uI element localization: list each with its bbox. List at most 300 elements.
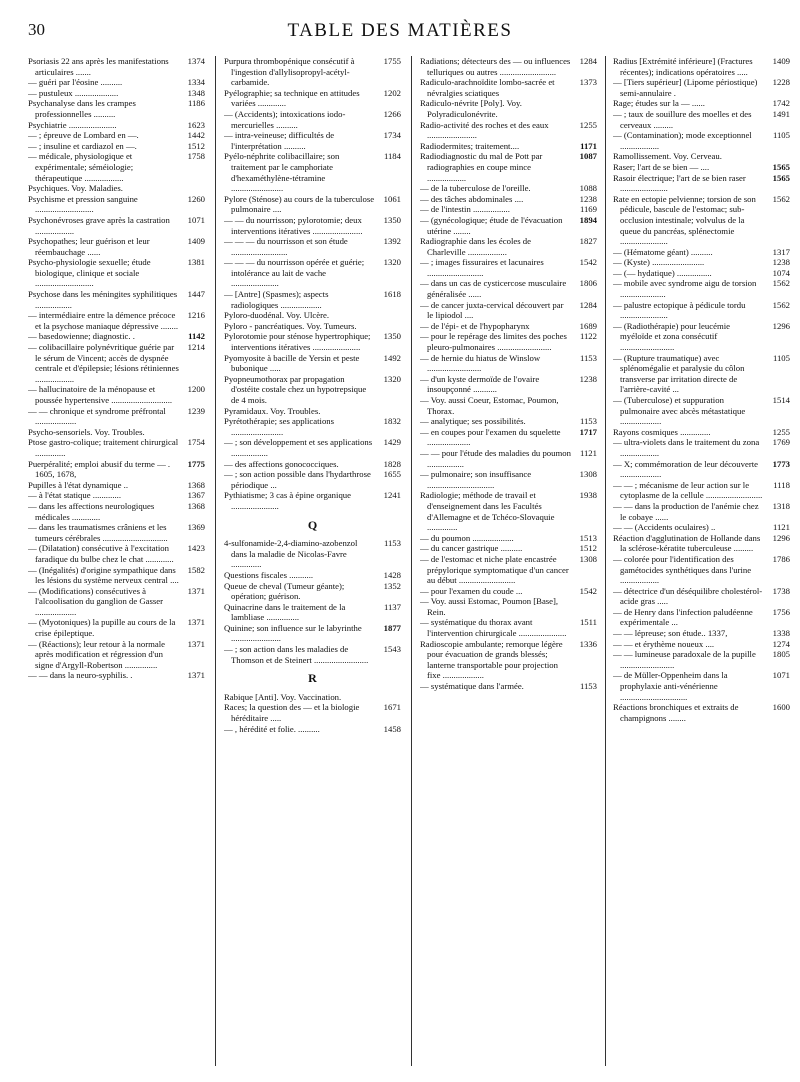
entry-page-number: 1458 (383, 723, 401, 734)
entry-text: Radius [Extrémité inférieure] (Fractures récentes); indications opératoires ..... (613, 56, 753, 77)
entry-page-number: 1338 (772, 628, 790, 639)
index-entry (224, 692, 401, 703)
entry-text: — des affections gonococciques. (224, 458, 339, 469)
index-entry (224, 416, 401, 437)
entry-text: — du cancer gastrique .......... (420, 543, 523, 554)
entry-text: — ; son développement et ses applications ................. (224, 437, 373, 458)
entry-page-number: 1542 (579, 257, 597, 268)
entry-text: — — dans la production de l'anémie chez le cobaye ...... (613, 500, 759, 522)
index-entry (613, 257, 790, 268)
index-entry (28, 141, 205, 152)
index-entry (28, 342, 205, 384)
entry-page-number: 1071 (772, 670, 790, 681)
entry-text: Pylorotomie pour sténose hypertrophique; interventions itératives ...................... (224, 331, 371, 353)
index-entry (420, 120, 597, 141)
index-entry (224, 321, 401, 332)
entry-text: — [Antre] (Spasmes); aspects radiologiques ................... (224, 289, 329, 310)
section-letter: R (308, 671, 317, 686)
entry-page-number: 1514 (772, 395, 790, 405)
index-column-4 (613, 56, 790, 1066)
index-entry (224, 374, 401, 406)
entry-page-number: 1122 (579, 331, 597, 342)
entry-text: Pyélographie; sa technique en attitudes variées ............. (224, 87, 360, 109)
entry-text: — guéri par l'éosine .......... (28, 77, 123, 88)
entry-page-number: 1428 (383, 569, 401, 580)
entry-page-number: 1827 (579, 236, 597, 247)
entry-text: Pyrétothérapie; ses applications ........................ (224, 416, 335, 437)
entry-page-number: 1186 (187, 98, 205, 109)
entry-text: — (Modifications) consécutives à l'alcoolisation du ganglion de Gasser ................... (28, 585, 163, 617)
entry-text: — de l'épi- et de l'hypopharynx (420, 320, 530, 331)
entry-text: — du poumon ................... (420, 532, 514, 543)
entry-page-number: 1565 (772, 172, 790, 183)
index-entry (224, 406, 401, 417)
entry-page-number: 1565 (772, 161, 790, 172)
entry-text: — — lépreuse; son étude.. 1337, (613, 628, 728, 639)
index-entry (28, 56, 205, 77)
index-entry (28, 543, 205, 564)
entry-text: — de la tuberculose de l'oreille. (420, 183, 531, 194)
entry-page-number: 1582 (187, 564, 205, 575)
entry-page-number: 1894 (579, 214, 597, 225)
entry-page-number: 1274 (772, 638, 790, 649)
entry-page-number: 1171 (580, 140, 597, 151)
entry-text: Quinacrine dans le traitement de la lambliase ............... (224, 601, 346, 623)
entry-text: Queue de cheval (Tumeur géante); opération; guérison. (224, 580, 345, 602)
index-entry (613, 437, 790, 458)
entry-page-number: 1308 (579, 553, 597, 564)
entry-text: — systématique dans l'armée. (420, 681, 524, 692)
entry-page-number: 1266 (383, 108, 401, 119)
entry-page-number: 1087 (579, 151, 597, 162)
entry-text: — (Rupture traumatique) avec splénomégalie et paralysie du côlon transverse par irritation directe de l'arrière-cavité ... (613, 352, 745, 395)
index-entry (28, 215, 205, 236)
entry-page-number: 1742 (772, 98, 790, 109)
entry-page-number: 1492 (383, 352, 401, 363)
index-entry (28, 151, 205, 183)
index-entry (224, 56, 401, 88)
entry-text: Réaction d'agglutination de Hollande dans la sclérose-kératite tuberculeuse ......... (613, 532, 761, 554)
entry-page-number: 1296 (772, 320, 790, 331)
entry-page-number: 1409 (187, 236, 205, 247)
entry-page-number: 1255 (579, 119, 597, 130)
entry-page-number: 1877 (383, 622, 401, 633)
entry-text: Psoriasis 22 ans après les manifestations articulaires ....... (28, 56, 169, 77)
index-entry (224, 310, 401, 321)
index-entry (224, 257, 401, 289)
entry-page-number: 1512 (579, 543, 597, 554)
entry-text: Radiculo-arachnoïdite lombo-sacrée et névralgies sciatiques (420, 77, 555, 98)
index-entry (28, 289, 205, 310)
entry-page-number: 1296 (772, 532, 790, 543)
entry-text: — basedowienne; diagnostic. . (28, 331, 135, 342)
index-entry (224, 215, 401, 236)
entry-text: Psychiatrie ...................... (28, 119, 117, 130)
entry-text: Psychiques. Voy. Maladies. (28, 183, 123, 194)
entry-text: — des tâches abdominales .... (420, 193, 524, 204)
entry-text: — pulmonaire; son insuffisance ............................... (420, 469, 532, 490)
entry-text: Pyélo-néphrite colibacillaire; son traitement par le camphoriate d'hexaméthylène-tétramine ........................ (224, 151, 340, 194)
index-entry (224, 469, 401, 490)
entry-text: Psycho-physiologie sexuelle; étude biologique, clinique et sociale ........................... (28, 257, 151, 289)
index-entry (224, 437, 401, 458)
entry-page-number: 1738 (772, 585, 790, 596)
entry-text: Pylore (Sténose) au cours de la tuberculose pulmonaire .... (224, 193, 375, 215)
index-entry (613, 395, 790, 427)
index-entry (28, 639, 205, 671)
index-entry (224, 724, 401, 735)
entry-text: — (Accidents); intoxications iodo-mercurielles .......... (224, 108, 346, 130)
entry-text: — de cancer juxta-cervical découvert par le lipiodol .... (420, 299, 564, 321)
entry-text: Radioscopie ambulante; remorque légère pour évacuation de grands blessés; lanterne transportable pour projection fixe ................... (420, 638, 563, 681)
entry-text: — ; taux de souillure des moelles et des cerveaux ......... (613, 108, 752, 130)
entry-page-number: 1348 (187, 87, 205, 98)
entry-page-number: 1409 (772, 56, 790, 66)
entry-text: — — du nourrisson; pylorotomie; deux interventions itératives ....................... (224, 214, 363, 236)
entry-text: — pustuleux .................... (28, 87, 119, 98)
entry-text: Pythiatisme; 3 cas à épine organique ...................... (224, 490, 351, 511)
entry-text: Radiculo-névrite [Poly]. Voy. Polyradiculonévrite. (420, 98, 522, 119)
entry-text: — d'un kyste dermoïde de l'ovaire insoupçonné ........... (420, 373, 540, 395)
entry-text: 4-sulfonamide-2,4-diamino-azobenzol dans la maladie de Nicolas-Favre .............. (224, 538, 358, 570)
entry-text: — hallucinatoire de la ménopause et poussée hypertensive ............................ (28, 384, 173, 405)
index-entry (28, 670, 205, 681)
entry-text: — de Henry dans l'infection paludéenne expérimentale ... (613, 606, 753, 628)
index-entry (420, 257, 597, 278)
index-entry (420, 331, 597, 352)
entry-text: Rasoir électrique; l'art de se bien raser ...................... (613, 172, 746, 194)
column-divider (215, 56, 216, 1066)
entry-page-number: 1618 (383, 289, 401, 300)
entry-text: — intermédiaire entre la démence précoce et la psychose maniaque dépressive ........ (28, 310, 179, 331)
entry-text: Pyopneumothorax par propagation d'ostéite costale chez un hypotrepsique de 4 mois. (224, 373, 367, 405)
entry-page-number: 1671 (383, 702, 401, 713)
entry-page-number: 1442 (187, 130, 205, 141)
index-entry (420, 448, 597, 469)
index-entry (420, 77, 597, 98)
entry-page-number: 1352 (383, 580, 401, 591)
entry-page-number: 1513 (579, 532, 597, 543)
entry-page-number: 1200 (187, 384, 205, 395)
entry-text: Ramollissement. Voy. Cerveau. (613, 151, 722, 162)
entry-page-number: 1805 (772, 649, 790, 660)
index-entry (28, 120, 205, 131)
entry-text: — dans les traumatismes crâniens et les tumeurs cérébrales .............................. (28, 522, 168, 543)
index-entry (28, 406, 205, 427)
entry-text: — systématique du thorax avant l'intervention chirurgicale ...................... (420, 617, 567, 639)
entry-page-number: 1429 (383, 437, 401, 448)
entry-text: — Voy. aussi Coeur, Estomac, Poumon, Thorax. (420, 395, 559, 416)
entry-text: — (gynécologique; étude de l'évacuation utérine ........ (420, 214, 563, 236)
index-entry (613, 300, 790, 321)
entry-text: — — chronique et syndrome préfrontal ................... (28, 405, 166, 427)
index-entry (420, 617, 597, 638)
entry-page-number: 1153 (383, 538, 401, 549)
index-entry (613, 628, 790, 639)
index-entry (420, 596, 597, 617)
index-entry (420, 194, 597, 205)
index-entry (28, 98, 205, 119)
index-entry (224, 151, 401, 193)
index-entry (613, 162, 790, 173)
index-entry (224, 459, 401, 470)
entry-text: Rabique [Anti]. Voy. Vaccination. (224, 691, 342, 702)
entry-page-number: 1137 (383, 601, 401, 612)
entry-page-number: 1169 (579, 204, 597, 215)
index-entry (420, 236, 597, 257)
entry-text: Rage; études sur la — ...... (613, 98, 705, 109)
entry-page-number: 1334 (187, 77, 205, 88)
entry-text: — colibacillaire polynévritique guérie par le sérum de Vincent; accès de dyspnée centrale et d'épilepsie; lésions rétiniennes .................. (28, 342, 179, 384)
index-entry (420, 416, 597, 427)
entry-text: Races; la question des — et la biologie héréditaire ..... (224, 702, 360, 724)
entry-text: — (— hydatique) ................ (613, 267, 712, 278)
entry-page-number: 1239 (187, 405, 205, 416)
index-entry (613, 130, 790, 151)
entry-page-number: 1350 (383, 214, 401, 225)
entry-page-number: 1241 (383, 490, 401, 501)
index-entry (420, 681, 597, 692)
section-letter: Q (307, 517, 318, 532)
entry-text: Quinine; son influence sur le labyrinthe ....................... (224, 622, 362, 644)
entry-text: — (Myotoniques) la pupille au cours de la crise épileptique. (28, 617, 176, 639)
entry-text: Pyloro-duodénal. Voy. Ulcère. (224, 310, 330, 321)
entry-text: Psychonévroses grave après la castration .................. (28, 214, 170, 236)
index-entry (420, 490, 597, 532)
entry-text: — colorée pour l'identification des gamétocides synthétiques dans l'urine .................. (613, 553, 752, 586)
entry-page-number: 1369 (187, 522, 205, 533)
entry-text: — de l'estomac et niche plate encastrée prépylorique symptomatique d'un cancer au début .......................... (420, 553, 569, 586)
page-title: TABLE DES MATIÈRES (287, 20, 513, 41)
index-entry (224, 236, 401, 257)
column-divider (605, 56, 606, 1066)
entry-page-number: 1373 (579, 77, 597, 88)
entry-page-number: 1368 (187, 500, 205, 511)
entry-text: — (Kyste) ........................ (613, 257, 705, 268)
index-entry (420, 151, 597, 183)
index-entry (224, 702, 401, 723)
entry-page-number: 1381 (187, 257, 205, 268)
entry-page-number: 1367 (187, 490, 205, 501)
entry-page-number: 1623 (187, 119, 205, 130)
entry-page-number: 1071 (187, 214, 205, 225)
index-entry (224, 623, 401, 644)
entry-text: — — pour l'étude des maladies du poumon ................. (420, 447, 571, 469)
entry-page-number: 1153 (579, 352, 597, 363)
entry-text: — ; insuline et cardiazol en —. (28, 140, 137, 151)
entry-page-number: 1938 (579, 490, 597, 501)
index-entry (28, 331, 205, 342)
index-column-1 (28, 56, 205, 1066)
index-entry (420, 374, 597, 395)
index-entry (420, 533, 597, 544)
index-entry (224, 570, 401, 581)
index-entry (613, 427, 790, 438)
entry-page-number: 1153 (579, 681, 597, 692)
index-entry (420, 469, 597, 490)
entry-text: Réactions bronchiques et extraits de champignons ........ (613, 702, 739, 723)
index-entry (420, 183, 597, 194)
entry-text: Psychopathes; leur guérison et leur réembauchage ...... (28, 236, 150, 257)
index-entry (28, 459, 205, 480)
entry-page-number: 1284 (579, 299, 597, 310)
entry-page-number: 1238 (772, 257, 790, 268)
entry-text: Raser; l'art de se bien — .... (613, 161, 710, 172)
index-entry (613, 670, 790, 702)
entry-text: — X; commémoration de leur découverte ................... (613, 458, 758, 480)
index-entry (224, 331, 401, 352)
entry-page-number: 1773 (772, 458, 790, 469)
entry-text: Rate en ectopie pelvienne; torsion de son pédicule, bascule de l'estomac; sub-occlusion intestinale; volvulus de la queue du pancréas, splénectomie ...................... (613, 193, 756, 247)
entry-text: — pour le repérage des limites des poches pleuro-pulmonaires ......................... (420, 331, 567, 353)
entry-page-number: 1756 (772, 606, 790, 617)
index-entry (224, 109, 401, 130)
entry-text: — — et érythème noueux .... (613, 638, 715, 649)
entry-page-number: 1061 (383, 193, 401, 204)
entry-page-number: 1371 (187, 638, 205, 649)
entry-text: — pour l'examen du coude ... (420, 585, 523, 596)
index-entry (224, 289, 401, 310)
index-entry (224, 194, 401, 215)
entry-page-number: 1775 (187, 458, 205, 469)
entry-text: — de Müller-Oppenheim dans la prophylaxie anti-vénérienne ............................... (613, 670, 728, 702)
entry-text: Ptose gastro-colique; traitement chirurgical .............. (28, 437, 179, 458)
index-entry (613, 480, 790, 501)
index-entry (224, 490, 401, 511)
entry-page-number: 1320 (383, 257, 401, 268)
index-entry (224, 88, 401, 109)
index-entry (420, 554, 597, 586)
entry-text: — — dans la neuro-syphilis. . (28, 670, 133, 681)
column-divider (411, 56, 412, 1066)
index-entry (613, 702, 790, 723)
index-entry (420, 300, 597, 321)
entry-page-number: 1350 (383, 331, 401, 342)
index-entry (613, 554, 790, 586)
index-entry (28, 586, 205, 618)
entry-text: Radiologie; méthode de travail et d'enseignement dans les Facultés d'Allemagne et de Tchéco-Slovaquie .............. (420, 490, 555, 533)
index-entry (420, 98, 597, 119)
entry-text: — ; son action dans les maladies de Thomson et de Steinert ......................... (224, 644, 369, 665)
entry-page-number: 1600 (772, 702, 790, 713)
entry-text: — analytique; ses possibilités. (420, 416, 526, 427)
entry-text: — palustre ectopique à pédicule tordu ...................... (613, 299, 746, 321)
entry-page-number: 1786 (772, 553, 790, 564)
entry-text: — Voy. aussi Estomac, Poumon [Base], Rein. (420, 596, 559, 617)
entry-text: — ; son action possible dans l'hydarthrose périodique ... (224, 469, 371, 490)
index-entry (420, 141, 597, 152)
entry-text: Psychose dans les méningites syphilitiques ................. (28, 289, 178, 310)
entry-page-number: 1184 (383, 151, 401, 162)
index-entry (613, 607, 790, 628)
entry-page-number: 1216 (187, 310, 205, 321)
entry-page-number: 1318 (772, 500, 790, 511)
index-entry (613, 353, 790, 395)
entry-text: — — ; mécanisme de leur action sur le cytoplasme de la cellule .......................... (613, 479, 763, 501)
index-column-3 (420, 56, 597, 1066)
entry-text: Psychanalyse dans les crampes professionnelles .......... (28, 98, 136, 119)
index-entry (28, 427, 205, 438)
index-entry (613, 173, 790, 194)
entry-page-number: 1717 (579, 426, 597, 437)
entry-page-number: 1202 (383, 87, 401, 98)
index-entry (613, 278, 790, 299)
entry-page-number: 1371 (187, 670, 205, 681)
entry-text: Radiographie dans les écoles de Charleville .................. (420, 236, 531, 257)
entry-page-number: 1806 (579, 278, 597, 289)
index-entry (420, 215, 597, 236)
entry-text: — médicale, physiologique et expérimentale; séméiologie; thérapeutique .................. (28, 151, 134, 183)
entry-page-number: 1317 (772, 246, 790, 257)
entry-text: Rayons cosmiques .............. (613, 426, 711, 437)
entry-page-number: 1368 (187, 479, 205, 490)
entry-text: Questions fiscales ........... (224, 569, 314, 580)
entry-text: Psychisme et pression sanguine ........................... (28, 193, 138, 215)
index-entry (28, 130, 205, 141)
index-entry (613, 501, 790, 522)
entry-page-number: 1371 (187, 617, 205, 628)
entry-text: Radiodermites; traitement.... (420, 140, 520, 151)
index-entry (420, 639, 597, 681)
index-entry (420, 586, 597, 597)
entry-text: — en coupes pour l'examen du squelette .................... (420, 426, 561, 448)
entry-page-number: 1308 (579, 469, 597, 480)
index-entry (28, 490, 205, 501)
entry-page-number: 1754 (187, 437, 205, 448)
entry-page-number: 1374 (187, 56, 205, 66)
entry-page-number: 1832 (383, 416, 401, 427)
entry-page-number: 1214 (187, 342, 205, 353)
index-entry (28, 384, 205, 405)
index-entry (420, 353, 597, 374)
entry-text: — (Inégalités) d'origine sympathique dans les lésions du système nerveux central .... (28, 564, 179, 586)
entry-page-number: 1734 (383, 130, 401, 141)
index-entry (224, 644, 401, 665)
entry-text: — — (Accidents oculaires) .. (613, 522, 716, 533)
entry-page-number: 1371 (187, 585, 205, 596)
index-entry (613, 649, 790, 670)
index-entry (613, 268, 790, 279)
index-entry (224, 538, 401, 570)
entry-page-number: 1689 (579, 320, 597, 331)
entry-page-number: 1562 (772, 193, 790, 204)
entry-page-number: 1105 (772, 352, 790, 363)
entry-text: — (Réactions); leur retour à la normale après modification et régression d'un signe d'Argyll-Robertson ............... (28, 638, 166, 670)
entry-text: — dans les affections neurologiques médicales ............. (28, 500, 155, 522)
entry-page-number: 1255 (772, 426, 790, 437)
entry-text: — — lumineuse paradoxale de la pupille ......................... (613, 649, 756, 670)
entry-page-number: 1260 (187, 193, 205, 204)
index-entry (28, 501, 205, 522)
index-entry (420, 278, 597, 299)
entry-text: Pyomyosite à bacille de Yersin et peste bubonique ..... (224, 352, 360, 374)
entry-text: — — — du nourrisson et son étude .......................... (224, 236, 348, 257)
index-entry (613, 77, 790, 98)
entry-text: — [Tiers supérieur] (Lipome périostique) semi-annulaire . (613, 77, 758, 98)
index-entry (28, 183, 205, 194)
index-entry (28, 310, 205, 331)
entry-text: Radiodiagnostic du mal de Pott par radiographies en coupe mince .................. (420, 151, 543, 183)
index-entry (28, 522, 205, 543)
entry-page-number: 1562 (772, 299, 790, 310)
entry-page-number: 1562 (772, 278, 790, 289)
entry-page-number: 1828 (383, 458, 401, 469)
entry-page-number: 1088 (579, 183, 597, 194)
entry-page-number: 1491 (772, 108, 790, 119)
entry-page-number: 1238 (579, 373, 597, 384)
index-entry (613, 98, 790, 109)
index-entry (420, 204, 597, 215)
